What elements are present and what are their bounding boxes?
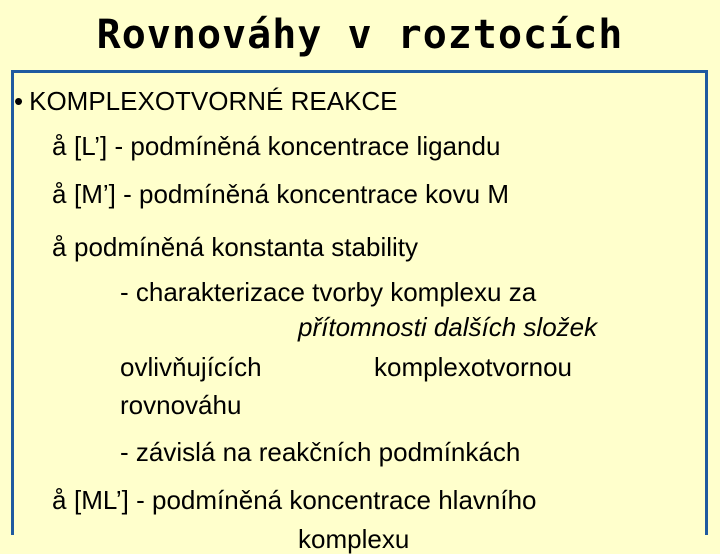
cut-off-line: komplexu [298, 524, 410, 554]
slide-title: Rovnováhy v roztocích [96, 12, 624, 58]
description-line-4: rovnováhu [120, 390, 242, 420]
bullet-icon: • [14, 86, 24, 116]
description-line-3b: komplexotvornou [374, 352, 572, 382]
main-bullet [14, 86, 398, 116]
description-line-1: - charakterizace tvorby komplexu za [120, 277, 537, 307]
description-line-5: - závislá na reakčních podmínkách [120, 437, 521, 467]
sub-item-text: [M’] - podmíněná koncentrace kovu M [74, 179, 509, 209]
arrow-icon: å [52, 232, 67, 262]
sub-item-text: [ML’] - podmíněná koncentrace hlavního [74, 485, 537, 515]
arrow-icon: å [52, 179, 67, 209]
description-line-2: přítomnosti dalších složek [298, 312, 598, 342]
arrow-icon: å [52, 485, 67, 515]
sub-item-ligand [52, 131, 500, 161]
sub-item-text: podmíněná konstanta stability [74, 232, 418, 262]
arrow-icon: å [52, 131, 67, 161]
sub-item-metal [52, 179, 509, 209]
description-line-3a: ovlivňujících [120, 352, 262, 382]
sub-item-constant [52, 232, 418, 262]
sub-item-text: [L’] - podmíněná koncentrace ligandu [74, 131, 501, 161]
sub-item-complex [52, 485, 537, 515]
main-bullet-text: KOMPLEXOTVORNÉ REAKCE [29, 86, 398, 116]
